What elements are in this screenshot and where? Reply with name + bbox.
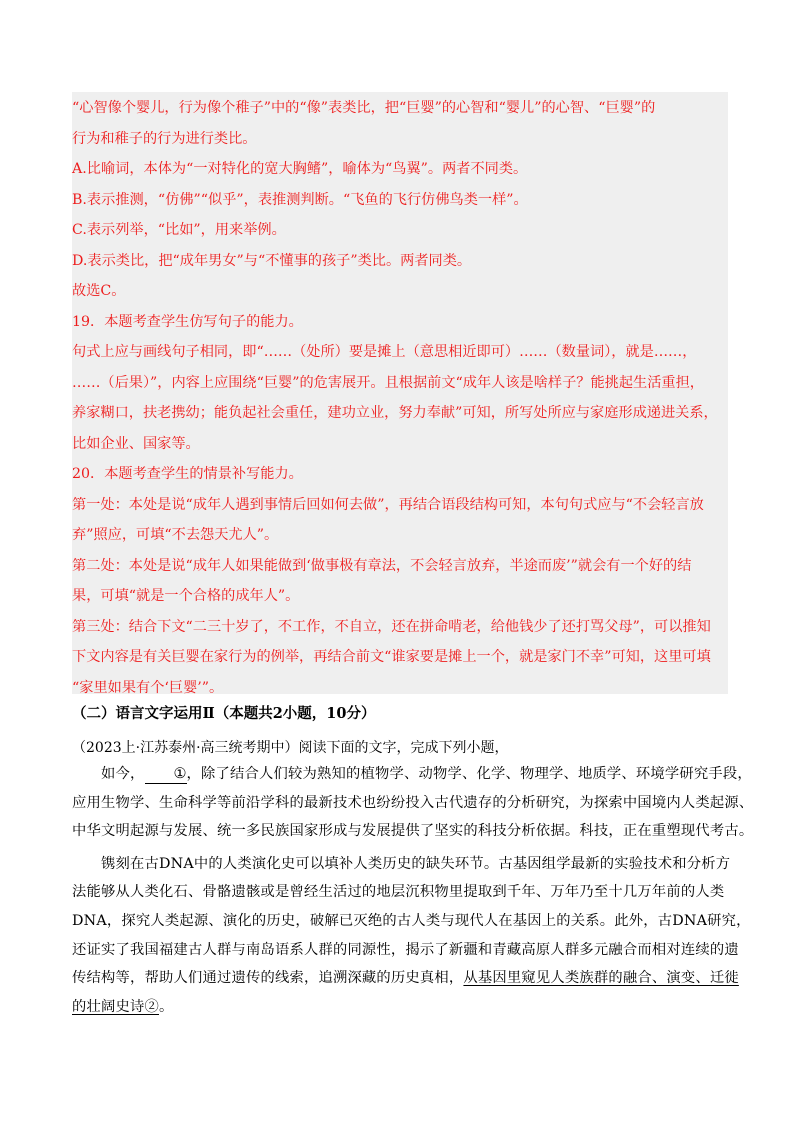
answer-line: 果，可填“就是一个合格的成年人”。 — [72, 588, 300, 604]
passage-line: 还证实了我国福建古人群与南岛语系人群的同源性，揭示了新疆和青藏高原人群多元融合而相对连续的遗 — [72, 941, 739, 958]
passage-line: 中华文明起源与发展、统一多民族国家形成与发展提供了坚实的科技分析依据。科技，正在重塑现代考古。 — [72, 823, 754, 840]
passage-line — [72, 993, 732, 1022]
answer-line: “家里如果有个‘巨婴’”。 — [72, 679, 224, 696]
question-source: （2023上·江苏泰州·高三统考期中）阅读下面的文字，完成下列小题， — [72, 740, 509, 756]
option-a-explanation: A.比喻词，本体为“一对特化的宽大胸鳍”，喻体为“鸟翼”。两者不同类。 — [72, 161, 528, 177]
option-d-explanation: D.表示类比，把“成年男女”与“不懂事的孩子”类比。两者同类。 — [72, 252, 472, 269]
question-20-heading: 20．本题考查学生的情景补写能力。 — [72, 466, 303, 482]
underlined-sentence: 从基因里窥见人类族群的融合、演变、迁徙 — [463, 970, 739, 987]
passage-text: 如今， — [101, 766, 145, 782]
reading-passage — [72, 760, 754, 1021]
question-19-heading: 19．本题考查学生仿写句子的能力。 — [72, 313, 303, 330]
answer-explanation-block — [72, 92, 728, 694]
answer-line: 养家糊口，扶老携幼；能负起社会重任，建功立业，努力奉献”可知，所写处所应与家庭形成递进关系， — [72, 405, 718, 421]
answer-line: “心智像个婴儿，行为像个稚子”中的“像”表类比，把“巨婴”的心智和“婴儿”的心智、“巨婴”的 — [72, 100, 656, 116]
answer-line: 弃”照应，可填“不去怨天尤人”。 — [72, 527, 279, 543]
passage-text: 。 — [158, 998, 174, 1015]
passage-line — [72, 760, 752, 789]
answer-line: 第一处：本处是说“成年人遇到事情后回如何去做”，再结合语段结构可知，本句句式应与“不会轻言放 — [72, 496, 704, 513]
answer-line: 句式上应与画线句子相同，即“……（处所）要是摊上（意思相近即可）……（数量词），就是……， — [72, 344, 697, 360]
answer-choice: 故选C。 — [72, 283, 126, 299]
option-b-explanation: B.表示推测，“仿佛”“似乎”，表推测判断。“飞鱼的飞行仿佛鸟类一样”。 — [72, 191, 528, 208]
passage-text: ，除了结合人们较为熟知的植物学、动物学、化学、物理学、地质学、环境学研究手段， — [186, 766, 752, 782]
blank-1: ① — [145, 765, 187, 784]
answer-line: 下文内容是有关巨婴在家行为的例举，再结合前文“谁家要是摊上一个，就是家门不幸”可知，这里可填 — [72, 649, 711, 665]
passage-line: 法能够从人类化石、骨骼遗骸或是曾经生活过的地层沉积物里提取到千年、万年乃至十几万年前的人类 — [72, 884, 725, 901]
passage-line: DNA，探究人类起源、演化的历史，破解已灭绝的古人类与现代人在基因上的关系。此外，古DNA研究， — [72, 912, 751, 929]
passage-line: 应用生物学、生命科学等前沿学科的最新技术也纷纷投入古代遗存的分析研究，为探索中国境内人类起源、 — [72, 794, 754, 811]
passage-text: 传结构等，帮助人们通过遗传的线索，追溯深藏的历史真相， — [72, 970, 464, 987]
passage-line: 镌刻在古DNA中的人类演化史可以填补人类历史的缺失环节。古基因组学最新的实验技术和分析方 — [101, 855, 731, 872]
answer-line: 行为和稚子的行为进行类比。 — [72, 130, 257, 147]
underlined-sentence: 的壮阔史诗② — [72, 998, 159, 1015]
answer-line: 比如企业、国家等。 — [72, 435, 200, 452]
answer-line: 第三处：结合下文“二三十岁了，不工作，不自立，还在拼命啃老，给他钱少了还打骂父母”，可以推知 — [72, 618, 711, 635]
answer-line: ……（后果）”，内容上应围绕“巨婴”的危害展开。且根据前文“成年人该是啥样子？能挑起生活重担， — [72, 374, 704, 391]
option-c-explanation: C.表示列举，“比如”，用来举例。 — [72, 222, 286, 238]
section-heading: （二）语言文字运用Ⅱ（本题共2小题，10分） — [72, 705, 376, 722]
answer-line: 第二处：本处是说“成年人如果能做到‘做事极有章法，不会轻言放弃，半途而废’”就会有一个好的结 — [72, 557, 692, 574]
passage-line — [72, 964, 739, 993]
